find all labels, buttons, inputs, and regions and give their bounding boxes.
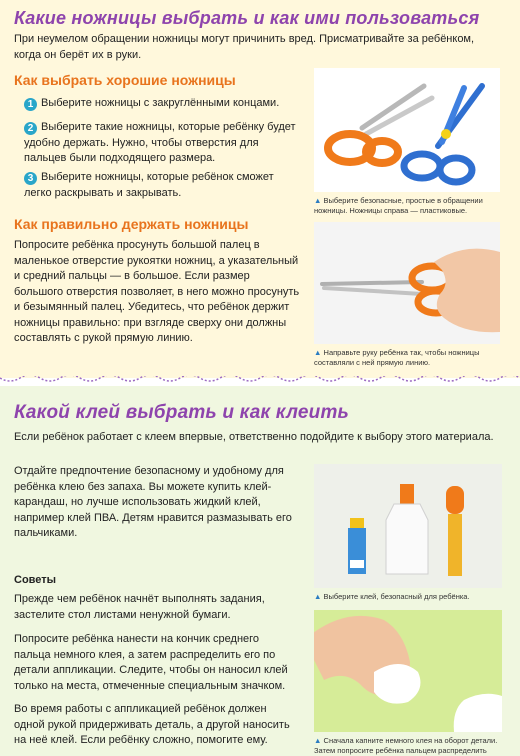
caption-text: Выберите безопасные, простые в обращении ножницы. Ножницы справа — пластиковые. [314,196,483,215]
scissors-photo-caption [314,196,504,216]
scissors-intro: При неумелом обращении ножницы могут причинить вред. Присматривайте за ребёнком, когда он берёт их в руки. [14,33,475,61]
choose-item-1-text: Выберите ножницы с закруглёнными концами. [41,97,280,109]
hand-scissors-photo [314,222,500,344]
number-badge-3: 3 [24,172,37,185]
choose-item-3 [24,170,292,201]
choose-heading: Как выбрать хорошие ножницы [14,72,236,88]
caption-triangle-icon: ▲ [314,736,322,745]
glue-illustration [314,464,502,588]
glue-title: Какой клей выбрать и как клеить [14,402,350,423]
caption-triangle-icon: ▲ [314,592,322,601]
glue-text: Отдайте предпочтение безопасному и удобному для ребёнка клею без запаха. Вы можете купить клей-карандаш, но лучше использовать жидкий клей, например клей ПВА. Детям нравится размазывать его пальчиками. [14,465,292,539]
number-badge-1: 1 [24,98,37,111]
child-glue-photo [314,610,502,732]
scissors-photo [314,68,500,192]
choose-item-1 [24,96,292,112]
tip-1: Прежде чем ребёнок начнёт выполнять задания, застелите стол листами ненужной бумаги. [14,593,265,621]
tip-3: Во время работы с аппликацией ребёнок должен одной рукой придерживать деталь, а другой наносить на неё клей. Если ребёнку сложно, помогите ему. [14,703,290,746]
scissors-illustration [314,68,500,192]
glue-section [0,386,520,756]
glue-photo [314,464,502,588]
hold-text: Попросите ребёнка просунуть большой палец в маленькое отверстие рукоятки ножниц, а указательный и средний пальцы — в большое. Если размер большого отверстия позволяет, в него можно просунуть и безымянный палец. Убедитесь, что ребёнок держит ножницы правильно: при взгляде сверху они должны составлять с рукой прямую линию. [14,239,300,344]
choose-item-2-text: Выберите такие ножницы, которые ребёнку будет удобно держать. Нужно, чтобы отверстия для пальцев были подходящего размера. [24,121,296,164]
caption-triangle-icon: ▲ [314,196,322,205]
hand-photo-caption [314,348,504,368]
child-glue-illustration [314,610,502,732]
caption-text: Направьте руку ребёнка так, чтобы ножницы составляли с ней прямую линию. [314,348,480,367]
choose-item-3-text: Выберите ножницы, которые ребёнок сможет легко раскрывать и закрывать. [24,171,274,199]
choose-item-2 [24,120,296,167]
child-glue-caption [314,736,510,756]
hand-scissors-illustration [314,222,500,344]
caption-text: Выберите клей, безопасный для ребёнка. [323,592,470,601]
glue-photo-caption [314,592,504,602]
scissors-title: Какие ножницы выбрать и как ими пользоваться [14,8,480,28]
caption-triangle-icon: ▲ [314,348,322,357]
number-badge-2: 2 [24,122,37,135]
glue-intro: Если ребёнок работает с клеем впервые, ответственно подойдите к выбору этого материала. [14,431,494,443]
section-divider [0,376,520,386]
caption-text: Сначала капните немного клея на оборот детали. Затем попросите ребёнка пальцем распределить [314,736,498,755]
tip-2: Попросите ребёнка нанести на кончик среднего пальца немного клея, а затем распределить его по детали аппликации. Следите, чтобы он наносил клей только на места, отмеченные специальным значком. [14,633,288,692]
tips-heading: Советы [14,574,57,586]
hold-heading: Как правильно держать ножницы [14,216,249,232]
